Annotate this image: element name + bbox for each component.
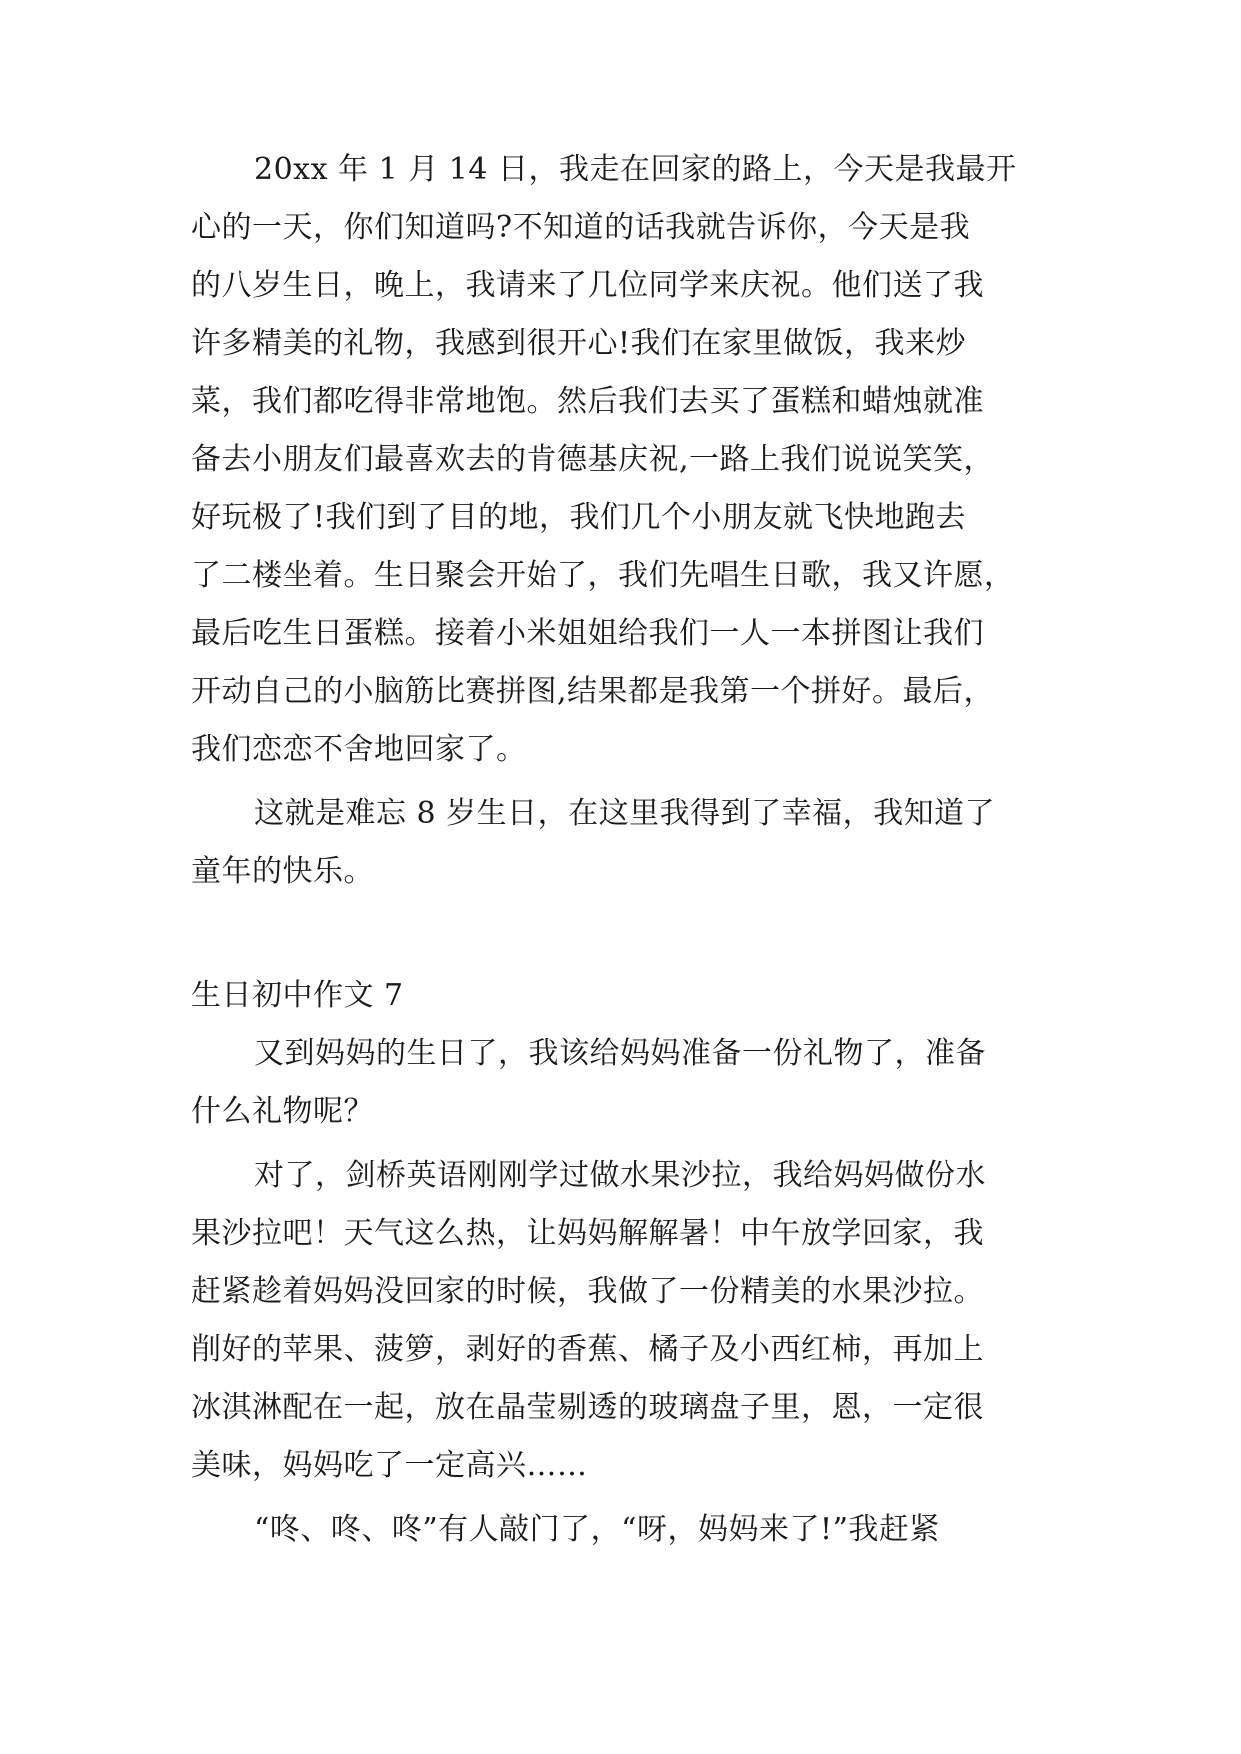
text-line-9: 最后吃生日蛋糕。接着小米姐姐给我们一人一本拼图让我们 — [191, 616, 984, 651]
text-line-20: 削好的苹果、菠箩，剥好的香蕉、橘子及小西红柿，再加上 — [191, 1332, 984, 1367]
text-line-12: 这就是难忘 8 岁生日，在这里我得到了幸福，我知道了 — [254, 796, 996, 831]
text-line-7: 好玩极了!我们到了目的地，我们几个小朋友就飞快地跑去 — [191, 500, 967, 535]
text-line-10: 开动自己的小脑筋比赛拼图,结果都是我第一个拼好。最后， — [191, 674, 995, 709]
text-line-15: 又到妈妈的生日了，我该给妈妈准备一份礼物了，准备 — [254, 1036, 986, 1071]
section-heading: 生日初中作文 7 — [191, 978, 404, 1013]
text-line-19: 赶紧趁着妈妈没回家的时候，我做了一份精美的水果沙拉。 — [191, 1274, 984, 1309]
text-line-21: 冰淇淋配在一起，放在晶莹剔透的玻璃盘子里，恩，一定很 — [191, 1390, 984, 1425]
text-line-23: “咚、咚、咚”有人敲门了，“呀，妈妈来了!”我赶紧 — [254, 1512, 940, 1547]
text-line-13: 童年的快乐。 — [191, 854, 374, 889]
text-line-18: 果沙拉吧！天气这么热，让妈妈解解暑！中午放学回家，我 — [191, 1216, 984, 1251]
text-line-5: 菜，我们都吃得非常地饱。然后我们去买了蛋糕和蜡烛就准 — [191, 384, 984, 419]
text-line-2: 心的一天，你们知道吗?不知道的话我就告诉你，今天是我 — [191, 210, 971, 245]
text-line-11: 我们恋恋不舍地回家了。 — [191, 732, 527, 767]
text-line-3: 的八岁生日，晚上，我请来了几位同学来庆祝。他们送了我 — [191, 268, 984, 303]
text-line-17: 对了，剑桥英语刚刚学过做水果沙拉，我给妈妈做份水 — [254, 1158, 986, 1193]
text-line-6: 备去小朋友们最喜欢去的肯德基庆祝,一路上我们说说笑笑， — [191, 442, 995, 477]
text-line-22: 美味，妈妈吃了一定高兴…… — [191, 1448, 588, 1483]
text-line-4: 许多精美的礼物，我感到很开心!我们在家里做饭，我来炒 — [191, 326, 967, 361]
text-line-1: 20xx 年 1 月 14 日，我走在回家的路上，今天是我最开 — [254, 152, 1017, 187]
text-line-8: 了二楼坐着。生日聚会开始了，我们先唱生日歌，我又许愿， — [191, 558, 1015, 593]
text-line-16: 什么礼物呢？ — [191, 1094, 374, 1129]
